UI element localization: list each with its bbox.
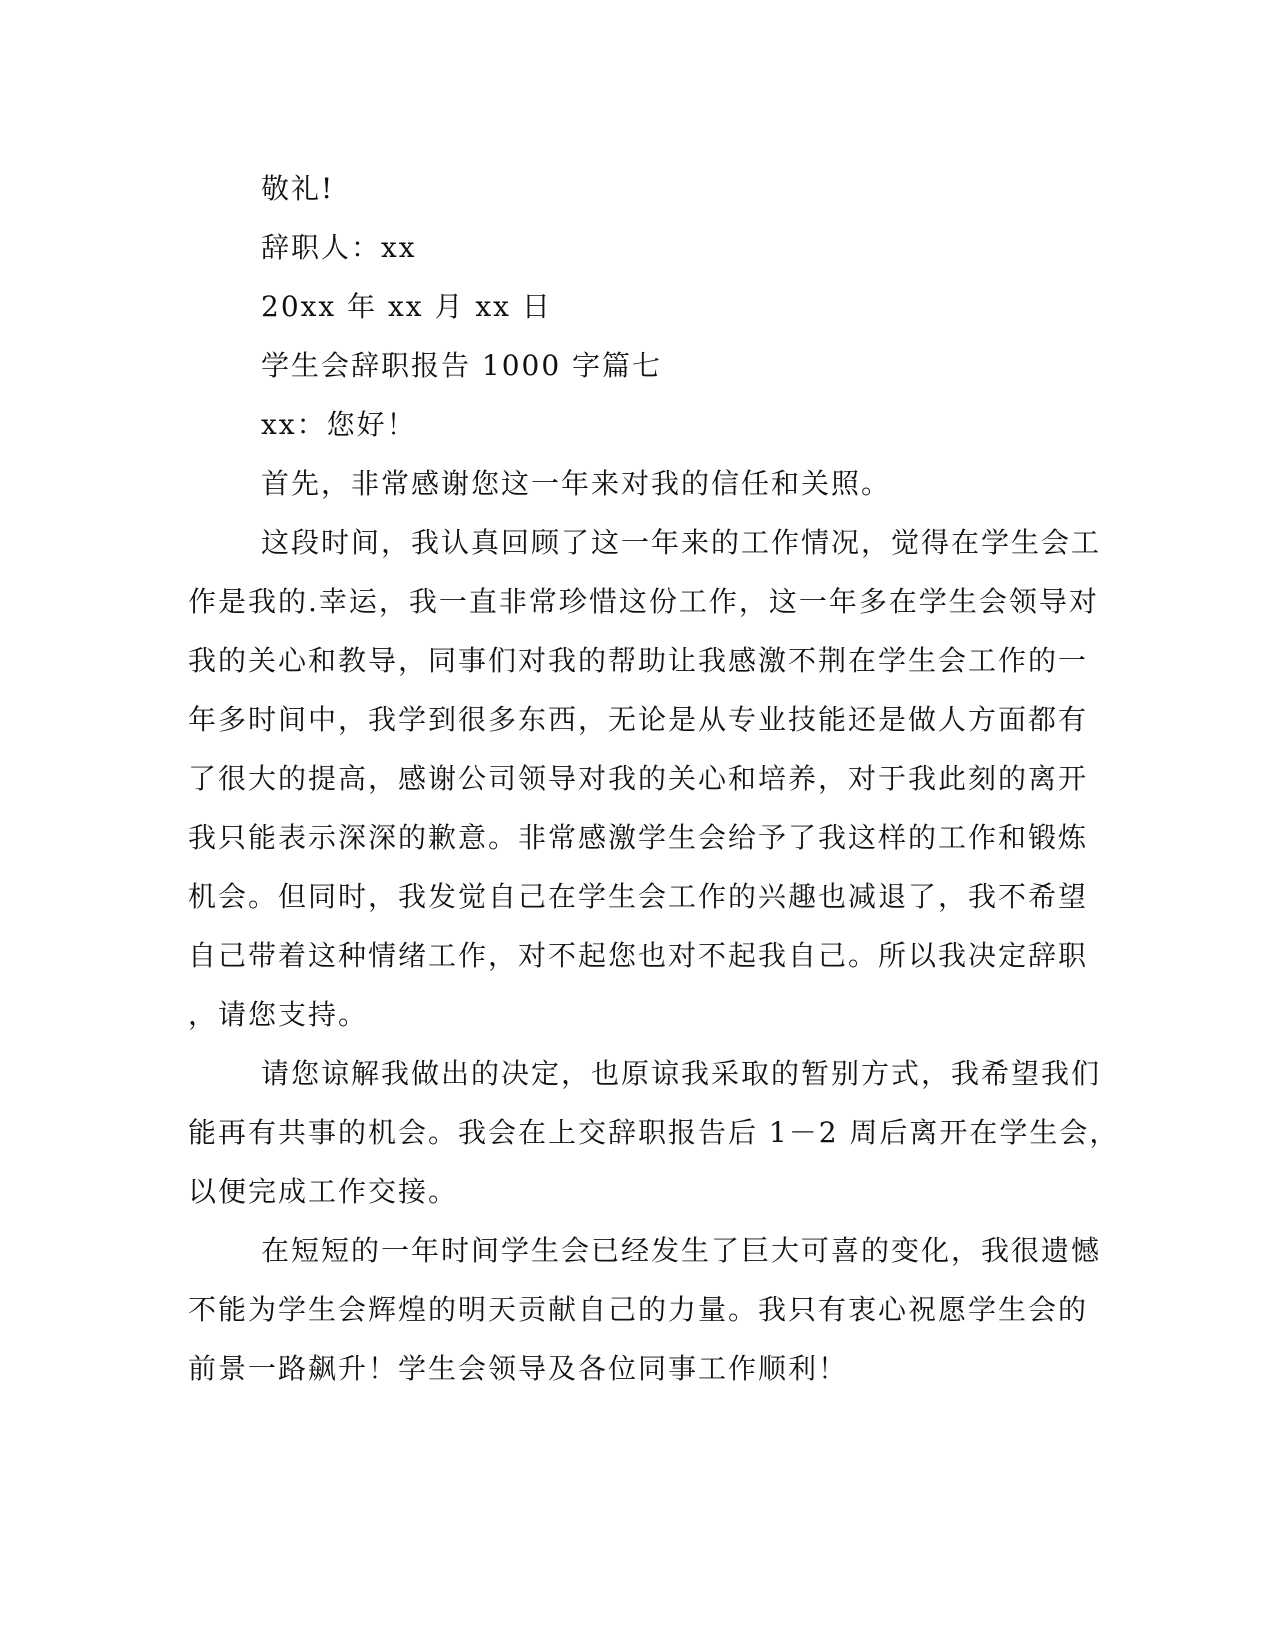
paragraph-line: 自己带着这种情绪工作，对不起您也对不起我自己。所以我决定辞职 <box>188 939 1089 972</box>
paragraph-line: 请您谅解我做出的决定，也原谅我采取的暂别方式，我希望我们 <box>261 1057 1102 1090</box>
paragraph-line: 在短短的一年时间学生会已经发生了巨大可喜的变化，我很遗憾 <box>261 1234 1102 1267</box>
paragraph-line: 机会。但同时，我发觉自己在学生会工作的兴趣也减退了，我不希望 <box>188 880 1089 913</box>
closing-salutation: 敬礼! <box>261 172 335 205</box>
paragraph-line: 首先，非常感谢您这一年来对我的信任和关照。 <box>261 467 892 500</box>
greeting-line: xx：您好！ <box>261 408 417 441</box>
paragraph-line: 我只能表示深深的歉意。非常感激学生会给予了我这样的工作和锻炼 <box>188 821 1089 854</box>
resigner-line: 辞职人：xx <box>261 231 417 264</box>
section-title: 学生会辞职报告 1000 字篇七 <box>261 349 663 382</box>
paragraph-line: 年多时间中，我学到很多东西，无论是从专业技能还是做人方面都有 <box>188 703 1089 736</box>
paragraph-line: ，请您支持。 <box>188 998 369 1031</box>
paragraph-line: 我的关心和教导，同事们对我的帮助让我感激不荆在学生会工作的一 <box>188 644 1089 677</box>
paragraph-line: 作是我的.幸运，我一直非常珍惜这份工作，这一年多在学生会领导对 <box>188 585 1099 618</box>
paragraph-line: 了很大的提高，感谢公司领导对我的关心和培养，对于我此刻的离开 <box>188 762 1089 795</box>
paragraph-line: 这段时间，我认真回顾了这一年来的工作情况，觉得在学生会工 <box>261 526 1102 559</box>
paragraph-line: 前景一路飙升！学生会领导及各位同事工作顺利！ <box>188 1352 849 1385</box>
paragraph-line: 不能为学生会辉煌的明天贡献自己的力量。我只有衷心祝愿学生会的 <box>188 1293 1089 1326</box>
paragraph-line: 以便完成工作交接。 <box>188 1175 459 1208</box>
date-line: 20xx 年 xx 月 xx 日 <box>261 290 552 323</box>
paragraph-line: 能再有共事的机会。我会在上交辞职报告后 1－2 周后离开在学生会， <box>188 1116 1120 1149</box>
